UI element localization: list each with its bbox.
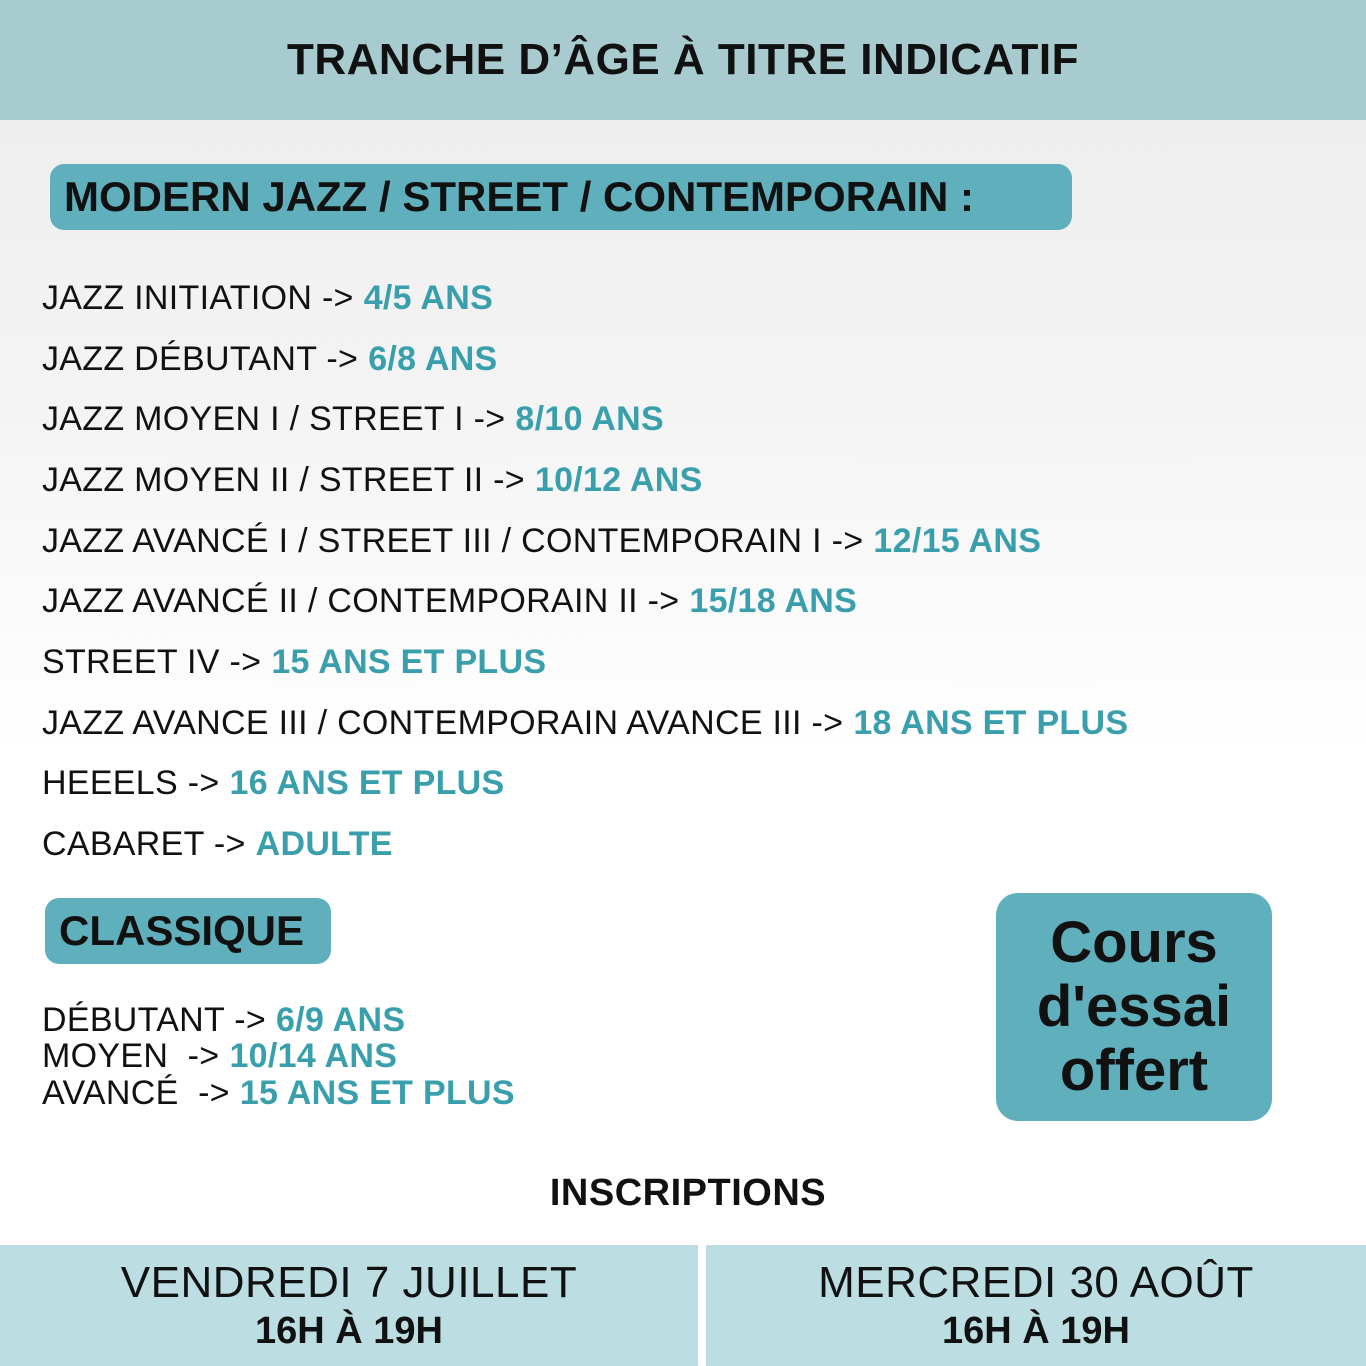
- classique-heading-text: CLASSIQUE: [59, 907, 305, 954]
- course-label: AVANCÉ ->: [42, 1073, 230, 1112]
- trial-line-2: d'essai: [1036, 974, 1232, 1039]
- trial-line-1: Cours: [1050, 910, 1218, 975]
- course-label: DÉBUTANT ->: [42, 1000, 267, 1039]
- list-item: [42, 450, 1128, 511]
- date-day: VENDREDI 7 JUILLET: [120, 1257, 578, 1307]
- course-label: JAZZ DÉBUTANT ->: [42, 339, 359, 378]
- course-label: STREET IV ->: [42, 642, 262, 681]
- course-age: 10/14 ANS: [229, 1037, 398, 1076]
- trial-class-badge: [996, 893, 1272, 1121]
- registration-date-2: [706, 1245, 1366, 1366]
- modern-course-list: [42, 268, 1128, 875]
- list-item: [42, 814, 1128, 875]
- list-item: [42, 571, 1128, 632]
- list-item: [42, 754, 1128, 815]
- course-label: JAZZ MOYEN I / STREET I ->: [42, 400, 506, 439]
- course-label: JAZZ AVANCE III / CONTEMPORAIN AVANCE III ->: [42, 703, 844, 742]
- date-time: 16H À 19H: [255, 1309, 443, 1352]
- course-age: 16 ANS ET PLUS: [229, 764, 505, 803]
- course-age: 12/15 ANS: [873, 521, 1042, 560]
- classique-course-list: [42, 1002, 515, 1112]
- list-item: [42, 389, 1128, 450]
- classique-section-heading: [45, 898, 331, 964]
- page-title: TRANCHE D’ÂGE À TITRE INDICATIF: [287, 35, 1079, 84]
- list-item: [42, 1075, 515, 1112]
- list-item: [42, 632, 1128, 693]
- course-label: CABARET ->: [42, 825, 246, 864]
- list-item: [42, 1039, 515, 1076]
- modern-section-heading: [50, 164, 1072, 230]
- course-age: 8/10 ANS: [515, 400, 664, 439]
- course-age: 4/5 ANS: [363, 278, 494, 317]
- list-item: [42, 1002, 515, 1039]
- course-label: HEEELS ->: [42, 764, 220, 803]
- trial-line-3: offert: [1059, 1038, 1209, 1103]
- course-label: JAZZ INITIATION ->: [42, 278, 354, 317]
- course-age: 18 ANS ET PLUS: [853, 703, 1129, 742]
- course-age: 15 ANS ET PLUS: [239, 1073, 515, 1112]
- course-label: JAZZ AVANCÉ I / STREET III / CONTEMPORAIN I ->: [42, 521, 864, 560]
- list-item: [42, 268, 1128, 329]
- list-item: [42, 329, 1128, 390]
- list-item: [42, 693, 1128, 754]
- course-label: MOYEN ->: [42, 1037, 220, 1076]
- modern-heading-text: MODERN JAZZ / STREET / CONTEMPORAIN :: [64, 173, 975, 220]
- course-age: 10/12 ANS: [534, 460, 703, 499]
- inscriptions-title: INSCRIPTIONS: [549, 1172, 827, 1214]
- course-age: 15/18 ANS: [689, 582, 858, 621]
- course-age: 6/8 ANS: [368, 339, 498, 378]
- date-time: 16H À 19H: [942, 1309, 1130, 1352]
- registration-date-1: [0, 1245, 698, 1366]
- course-label: JAZZ MOYEN II / STREET II ->: [42, 460, 525, 499]
- course-label: JAZZ AVANCÉ II / CONTEMPORAIN II ->: [42, 582, 680, 621]
- header-banner: [0, 0, 1366, 120]
- course-age: 15 ANS ET PLUS: [271, 642, 547, 681]
- date-day: MERCREDI 30 AOÛT: [818, 1257, 1254, 1307]
- course-age: ADULTE: [255, 825, 393, 864]
- list-item: [42, 511, 1128, 572]
- course-age: 6/9 ANS: [276, 1000, 406, 1039]
